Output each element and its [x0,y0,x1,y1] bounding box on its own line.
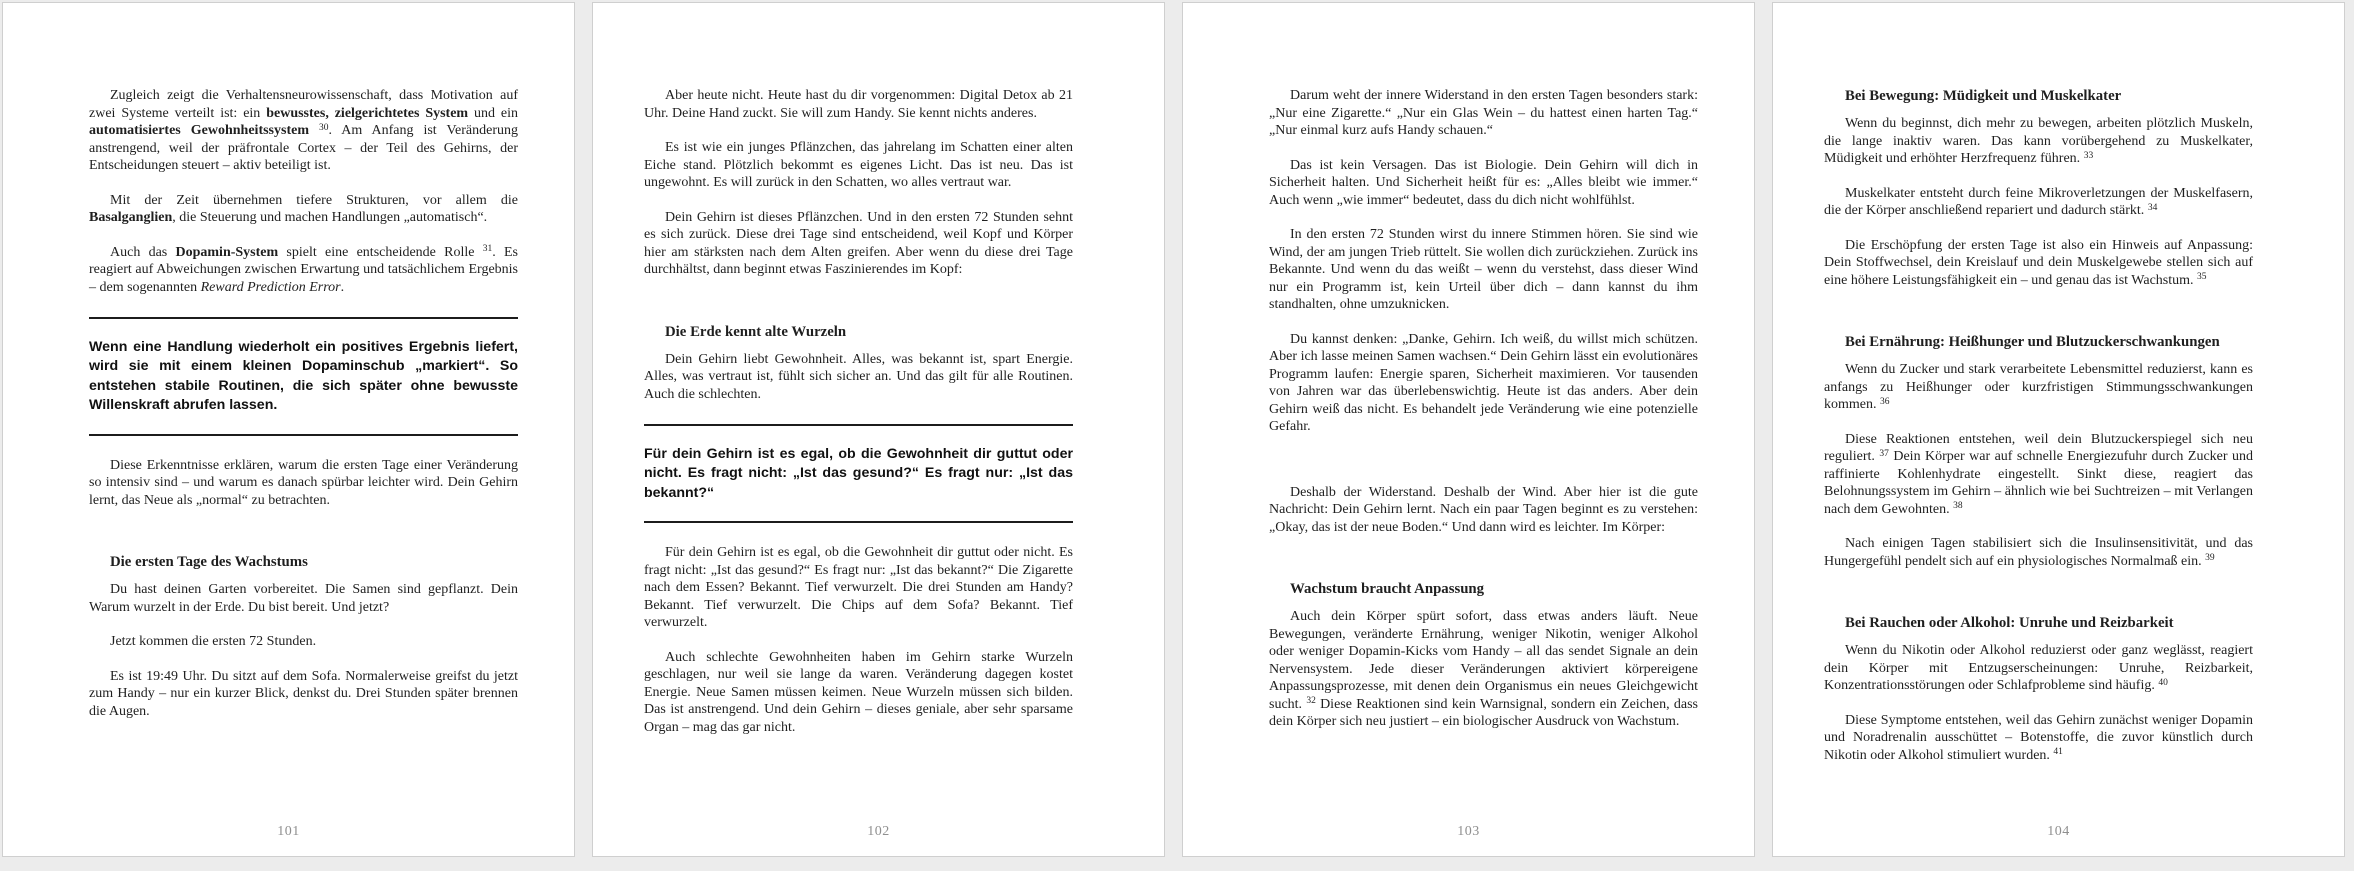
footnote-ref: 39 [2205,553,2215,563]
text-run: Bei Rauchen oder Alkohol: Unruhe und Reizbarkeit [1845,615,2174,631]
text-run: Deshalb der Widerstand. Deshalb der Wind. Aber hier ist die gute Nachricht: Dein Gehirn lernt. Nach ein paar Tagen beginnt es zu verstehen: „Okay, das ist der neue Boden.“ Und dann wird es leichter. Im Körper: [1269,484,1698,535]
footnote-ref: 40 [2158,677,2168,688]
footnote-ref: 37 [1879,448,1889,459]
text-run: Auch das [110,244,176,260]
paragraph [1824,535,2253,570]
footnote-ref: 33 [2083,150,2094,161]
text-run: Es ist wie ein junges Pflänzchen, das jahrelang im Schatten einer alten Eiche stand. Plötzlich bekommt es eigenes Licht. Das ist neu. Das ist ungewohnt. Es will zurück in den Schatten, wo alles vertraut war. [644,140,1073,190]
paragraph [89,633,518,651]
text-run: und ein [468,105,518,121]
text-run: Wenn du beginnst, dich mehr zu bewegen, arbeiten plötzlich Muskeln, die lange inaktiv waren. Das kann vorübergehend zu Muskelkater, Müdigkeit und erhöhter Herzfrequenz führen. [1824,116,2253,166]
text-run: Wenn du Nikotin oder Alkohol reduzierst oder ganz weglässt, reagiert dein Körper mit Entzugserscheinungen: Unruhe, Reizbarkeit, Konzentrationsstörungen oder Schlafprobleme sind häufig. [1824,643,2253,693]
text-run: In den ersten 72 Stunden wirst du innere Stimmen hören. Sie sind wie Wind, der am jungen Trieb rüttelt. Sie wollen dich zurückziehen. Zurück ins Bekannte. Und wenn du das weißt – wenn du verstehst, dass dieser Wind nur ein Programm ist, kein Urteil über dich – dann kannst du ihm standhalten, ohne umzuknicken. [1269,227,1698,312]
text-run: Bei Bewegung: Müdigkeit und Muskelkater [1845,88,2122,104]
emphasis-run: automatisiertes Gewohnheitssystem [89,123,309,138]
emphasis-run: Dopamin-System [175,244,279,260]
paragraph [1269,608,1698,731]
page-103 [1182,2,1755,857]
paragraph [89,457,518,510]
paragraph [1824,237,2253,290]
page-104 [1772,2,2345,857]
text-run: . Am Anfang ist Veränderung anstrengend, weil der präfrontale Cortex – der Teil des Gehirns, der Entscheidungen steuert – aktiv beteiligt ist. [89,123,518,173]
paragraph [1269,157,1698,210]
footnote-ref: 30 [319,122,329,133]
section-heading [89,553,518,571]
paragraph [1824,642,2253,695]
section-heading [1824,614,2253,632]
page-number: 104 [2047,824,2070,839]
text-run: Wachstum braucht Anpassung [1290,581,1485,597]
paragraph [1824,361,2253,414]
callout-box [644,424,1073,523]
text-run: Aber heute nicht. Heute hast du dir vorgenommen: Digital Detox ab 21 Uhr. Deine Hand zuckt. Sie will zum Handy. Sie kennt nichts anderes. [644,88,1073,121]
text-run: , die Steuerung und machen Handlungen „automatisch“. [172,210,488,225]
page-number: 103 [1457,824,1480,839]
page-content [3,3,574,720]
footnote-ref: 38 [1953,501,1963,511]
text-run: Du kannst denken: „Danke, Gehirn. Ich weiß, du willst mich schützen. Aber ich lasse meinen Samen wachsen.“ Dein Gehirn lässt ein evolutionäres Programm laufen: Energie sparen, Sicherheit maximieren. Vor tausenden von Jahren war das überlebenswichtig. Heute ist das anders. Aber dein Gehirn weiß das nicht. Es behandelt jede Veränderung wie eine potenzielle Gefahr. [1269,331,1698,434]
paragraph [1824,431,2253,519]
paragraph [1824,185,2253,220]
text-run: Muskelkater entsteht durch feine Mikroverletzungen der Muskelfasern, die der Körper anschließend repariert und dadurch stärkt. [1824,185,2253,218]
text-run: Nach einigen Tagen stabilisiert sich die Insulinsensitivität, und das Hungergefühl pendelt sich auf ein physiologisches Normalmaß ein. [1824,536,2253,569]
paragraph [644,351,1073,404]
paragraph [89,668,518,721]
text-run: Für dein Gehirn ist es egal, ob die Gewohnheit dir guttut oder nicht. Es fragt nicht: „Ist das gesund?“ Es fragt nur: „Ist das bekannt?“ Die Zigarette nach dem Essen? Bekannt. Tief verwurzelt. Die drei Stunden am Handy? Bekannt. Tief verwurzelt. Die Chips auf dem Sofa? Bekannt. Tief verwurzelt. [644,545,1073,631]
text-run: spielt eine entscheidende Rolle [278,244,483,260]
text-run: Diese Reaktionen entstehen, weil dein Blutzuckerspiegel sich neu reguliert. [1824,431,2253,464]
paragraph [1824,712,2253,765]
footnote-ref: 36 [1880,396,1890,407]
paragraph [644,87,1073,122]
paragraph [89,87,518,175]
text-run: Mit der Zeit übernehmen tiefere Strukturen, vor allem die [110,192,518,208]
footnote-ref: 31 [482,244,493,254]
page-number: 101 [277,824,300,839]
text-run [309,123,319,138]
section-heading [644,323,1073,341]
text-run: Zugleich zeigt die Verhaltensneurowissenschaft, dass Motivation auf zwei Systeme verteilt ist: ein [89,88,518,121]
footnote-ref: 41 [2053,747,2063,757]
text-run: . Es reagiert auf Abweichungen zwischen Erwartung und tatsächlichem Ergebnis – dem sogenannten [89,244,518,295]
text-run: . [340,279,345,295]
text-run: Die ersten Tage des Wachstums [110,554,308,571]
section-heading [1269,580,1698,598]
text-run: Das ist kein Versagen. Das ist Biologie. Dein Gehirn will dich in Sicherheit halten. Und Sicherheit heißt für es: „Alles bleibt wie immer.“ Auch wenn „wie immer“ bedeutet, dass du dich nicht wohlfühlst. [1269,157,1698,208]
paragraph [644,209,1073,279]
paragraph [89,244,518,297]
paragraph [1269,226,1698,314]
paragraph [1824,115,2253,168]
paragraph [644,544,1073,632]
text-run: Dein Körper war auf schnelle Energiezufuhr durch Zucker und raffinierte Kohlenhydrate eingestellt. Sinkt diese, reagiert das Belohnungssystem im Gehirn – ähnlich wie bei Suchtreizen – mit Verlangen nach dem Gewohnten. [1824,449,2253,517]
page-102 [592,2,1165,857]
section-heading [1824,333,2253,351]
section-heading [1824,87,2253,105]
text-run: Auch dein Körper spürt sofort, dass etwas anders läuft. Neue Bewegungen, veränderte Ernährung, weniger Nikotin, weniger Alkohol oder weniger Dopamin-Kicks vom Handy – all das sendet Signale an dein Nervensystem. Jede dieser Veränderungen aktiviert körpereigene Anpassungsprozesse, mit denen dein Organismus ein neues Gleichgewicht sucht. [1269,609,1698,712]
text-run: Jetzt kommen die ersten 72 Stunden. [110,634,317,650]
emphasis-run: Basalganglien [89,210,173,225]
page-101 [2,2,575,857]
text-run: Dein Gehirn liebt Gewohnheit. Alles, was bekannt ist, spart Energie. Alles, was vertraut ist, fühlt sich sicher an. Und das gilt für alle Routinen. Auch die schlechten. [644,351,1073,402]
footnote-ref: 34 [2147,202,2158,213]
paragraph [1269,331,1698,436]
emphasis-run: Reward Prediction Error [200,279,341,295]
text-run: Dein Gehirn ist dieses Pflänzchen. Und in den ersten 72 Stunden sehnt es sich zurück. Diese drei Tage sind entscheidend, weil Kopf und Körper hier am stärksten nach dem Alten greifen. Aber wenn du diese drei Tage durchhältst, dann beginnt etwas Faszinierendes im Kopf: [644,209,1073,277]
text-run: Die Erde kennt alte Wurzeln [665,323,847,340]
text-run: Bei Ernährung: Heißhunger und Blutzuckerschwankungen [1845,334,2220,350]
footnote-ref: 35 [2197,272,2207,282]
page-content [593,3,1164,736]
text-run: Du hast deinen Garten vorbereitet. Die Samen sind gepflanzt. Dein Warum wurzelt in der Erde. Du bist bereit. Und jetzt? [89,582,518,615]
text-run: Darum weht der innere Widerstand in den ersten Tagen besonders stark: „Nur eine Zigarette.“ „Nur ein Glas Wein – du hattest einen harten Tag.“ „Nur einmal kurz aufs Handy schauen.“ [1269,88,1698,138]
paragraph [644,649,1073,737]
text-run: Die Erschöpfung der ersten Tage ist also ein Hinweis auf Anpassung: Dein Stoffwechsel, dein Kreislauf und dein Muskelgewebe stellen sich auf eine höhere Leistungsfähigkeit ein – und genau das ist Wachstum. [1824,237,2253,288]
text-run: Diese Symptome entstehen, weil das Gehirn zunächst weniger Dopamin und Noradrenalin ausschüttet – Botenstoffe, die zuvor künstlich durch Nikotin oder Alkohol stimuliert wurden. [1824,712,2253,763]
paragraph [89,581,518,616]
footnote-ref: 32 [1306,696,1316,706]
page-content [1773,3,2344,764]
text-run: Wenn eine Handlung wiederholt ein positives Ergebnis liefert, wird sie mit einem kleinen Dopaminschub „markiert“. So entstehen stabile Routinen, die sich später ohne bewusste Willenskraft abrufen lassen. [89,339,518,414]
page-number: 102 [867,824,890,839]
emphasis-run: bewusstes, zielgerichtetes System [266,105,469,121]
paragraph [89,192,518,227]
text-run: Es ist 19:49 Uhr. Du sitzt auf dem Sofa. Normalerweise greifst du jetzt zum Handy – nur ein kurzer Blick, denkst du. Drei Stunden später brennen die Augen. [89,668,518,719]
text-run: Wenn du Zucker und stark verarbeitete Lebensmittel reduzierst, kann es anfangs zu Heißhunger oder kurzfristigen Stimmungsschwankungen kommen. [1824,362,2253,412]
callout-box [89,317,518,436]
paragraph [1269,87,1698,140]
text-run: Diese Reaktionen sind kein Warnsignal, sondern ein Zeichen, dass dein Körper sich neu justiert – ein biologischer Ausdruck von Wachstum. [1269,696,1698,729]
text-run: Auch schlechte Gewohnheiten haben im Gehirn starke Wurzeln geschlagen, nur weil sie lange da waren. Veränderung dagegen kostet Energie. Neue Samen müssen keimen. Neue Wurzeln müssen sich bilden. Das ist anstrengend. Und dein Gehirn – dieses geniale, aber sehr sparsame Organ – mag das gar nicht. [644,649,1073,735]
page-content [1183,3,1754,731]
text-run: Für dein Gehirn ist es egal, ob die Gewohnheit dir guttut oder nicht. Es fragt nicht: „Ist das gesund?“ Es fragt nur: „Ist das bekannt?“ [644,446,1073,501]
text-run: Diese Erkenntnisse erklären, warum die ersten Tage einer Veränderung so intensiv sind – und warum es danach spürbar leichter wird. Dein Gehirn lernt, das Neue als „normal“ zu betrachten. [89,457,518,508]
paragraph [1269,484,1698,537]
paragraph [644,139,1073,192]
